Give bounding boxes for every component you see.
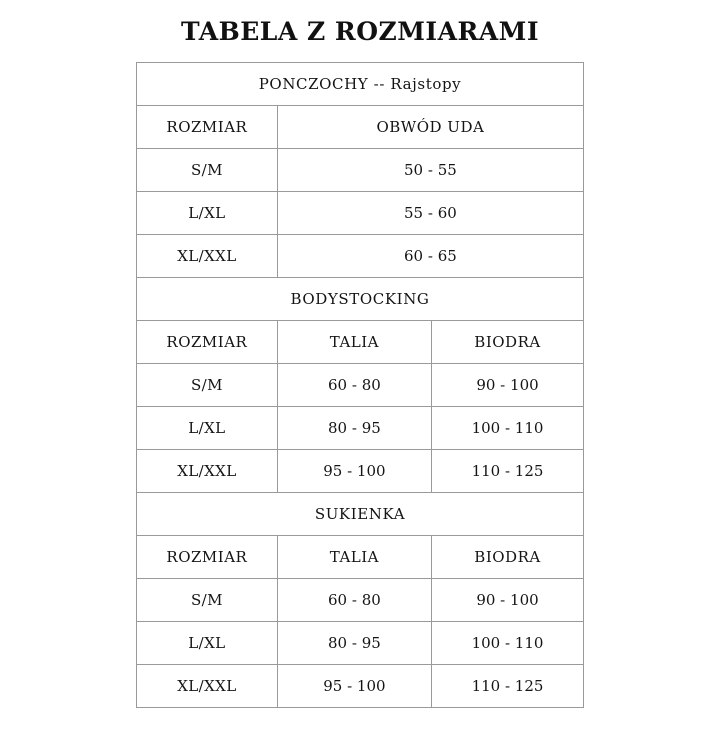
size-chart-page (0, 17, 720, 737)
table-row (137, 665, 584, 708)
cell-hips: 110 - 125 (432, 450, 584, 493)
cell-hips: 90 - 100 (432, 364, 584, 407)
table-row (137, 622, 584, 665)
cell-waist: 80 - 95 (277, 407, 431, 450)
cell-hips: 100 - 110 (432, 622, 584, 665)
table-row (137, 364, 584, 407)
cell-size: S/M (137, 364, 278, 407)
column-header-waist: TALIA (277, 321, 431, 364)
column-header-size: ROZMIAR (137, 106, 278, 149)
cell-size: XL/XXL (137, 665, 278, 708)
page-title: TABELA Z ROZMIARAMI (180, 17, 540, 46)
cell-waist: 60 - 80 (277, 364, 431, 407)
cell-hips: 110 - 125 (432, 665, 584, 708)
column-header-size: ROZMIAR (137, 321, 278, 364)
section-heading-stockings: PONCZOCHY -- Rajstopy (137, 63, 584, 106)
cell-size: L/XL (137, 192, 278, 235)
table-row (137, 149, 584, 192)
cell-hips: 100 - 110 (432, 407, 584, 450)
column-header-hips: BIODRA (432, 321, 584, 364)
cell-size: S/M (137, 149, 278, 192)
column-header-row (137, 106, 584, 149)
column-header-row (137, 536, 584, 579)
table-row (137, 450, 584, 493)
cell-value: 55 - 60 (277, 192, 583, 235)
column-header-waist: TALIA (277, 536, 431, 579)
section-heading-row (137, 278, 584, 321)
cell-value: 60 - 65 (277, 235, 583, 278)
column-header-thigh: OBWÓD UDA (277, 106, 583, 149)
column-header-hips: BIODRA (432, 536, 584, 579)
cell-size: XL/XXL (137, 235, 278, 278)
column-header-size: ROZMIAR (137, 536, 278, 579)
cell-waist: 95 - 100 (277, 665, 431, 708)
cell-waist: 80 - 95 (277, 622, 431, 665)
cell-size: L/XL (137, 622, 278, 665)
cell-waist: 95 - 100 (277, 450, 431, 493)
table-row (137, 579, 584, 622)
cell-size: S/M (137, 579, 278, 622)
section-heading-row (137, 493, 584, 536)
cell-hips: 90 - 100 (432, 579, 584, 622)
table-row (137, 192, 584, 235)
section-heading-bodystocking: BODYSTOCKING (137, 278, 584, 321)
cell-size: XL/XXL (137, 450, 278, 493)
size-table-container (136, 62, 584, 708)
cell-value: 50 - 55 (277, 149, 583, 192)
table-row (137, 235, 584, 278)
cell-size: L/XL (137, 407, 278, 450)
column-header-row (137, 321, 584, 364)
section-heading-dress: SUKIENKA (137, 493, 584, 536)
cell-waist: 60 - 80 (277, 579, 431, 622)
size-table (136, 62, 584, 708)
section-heading-row (137, 63, 584, 106)
table-row (137, 407, 584, 450)
